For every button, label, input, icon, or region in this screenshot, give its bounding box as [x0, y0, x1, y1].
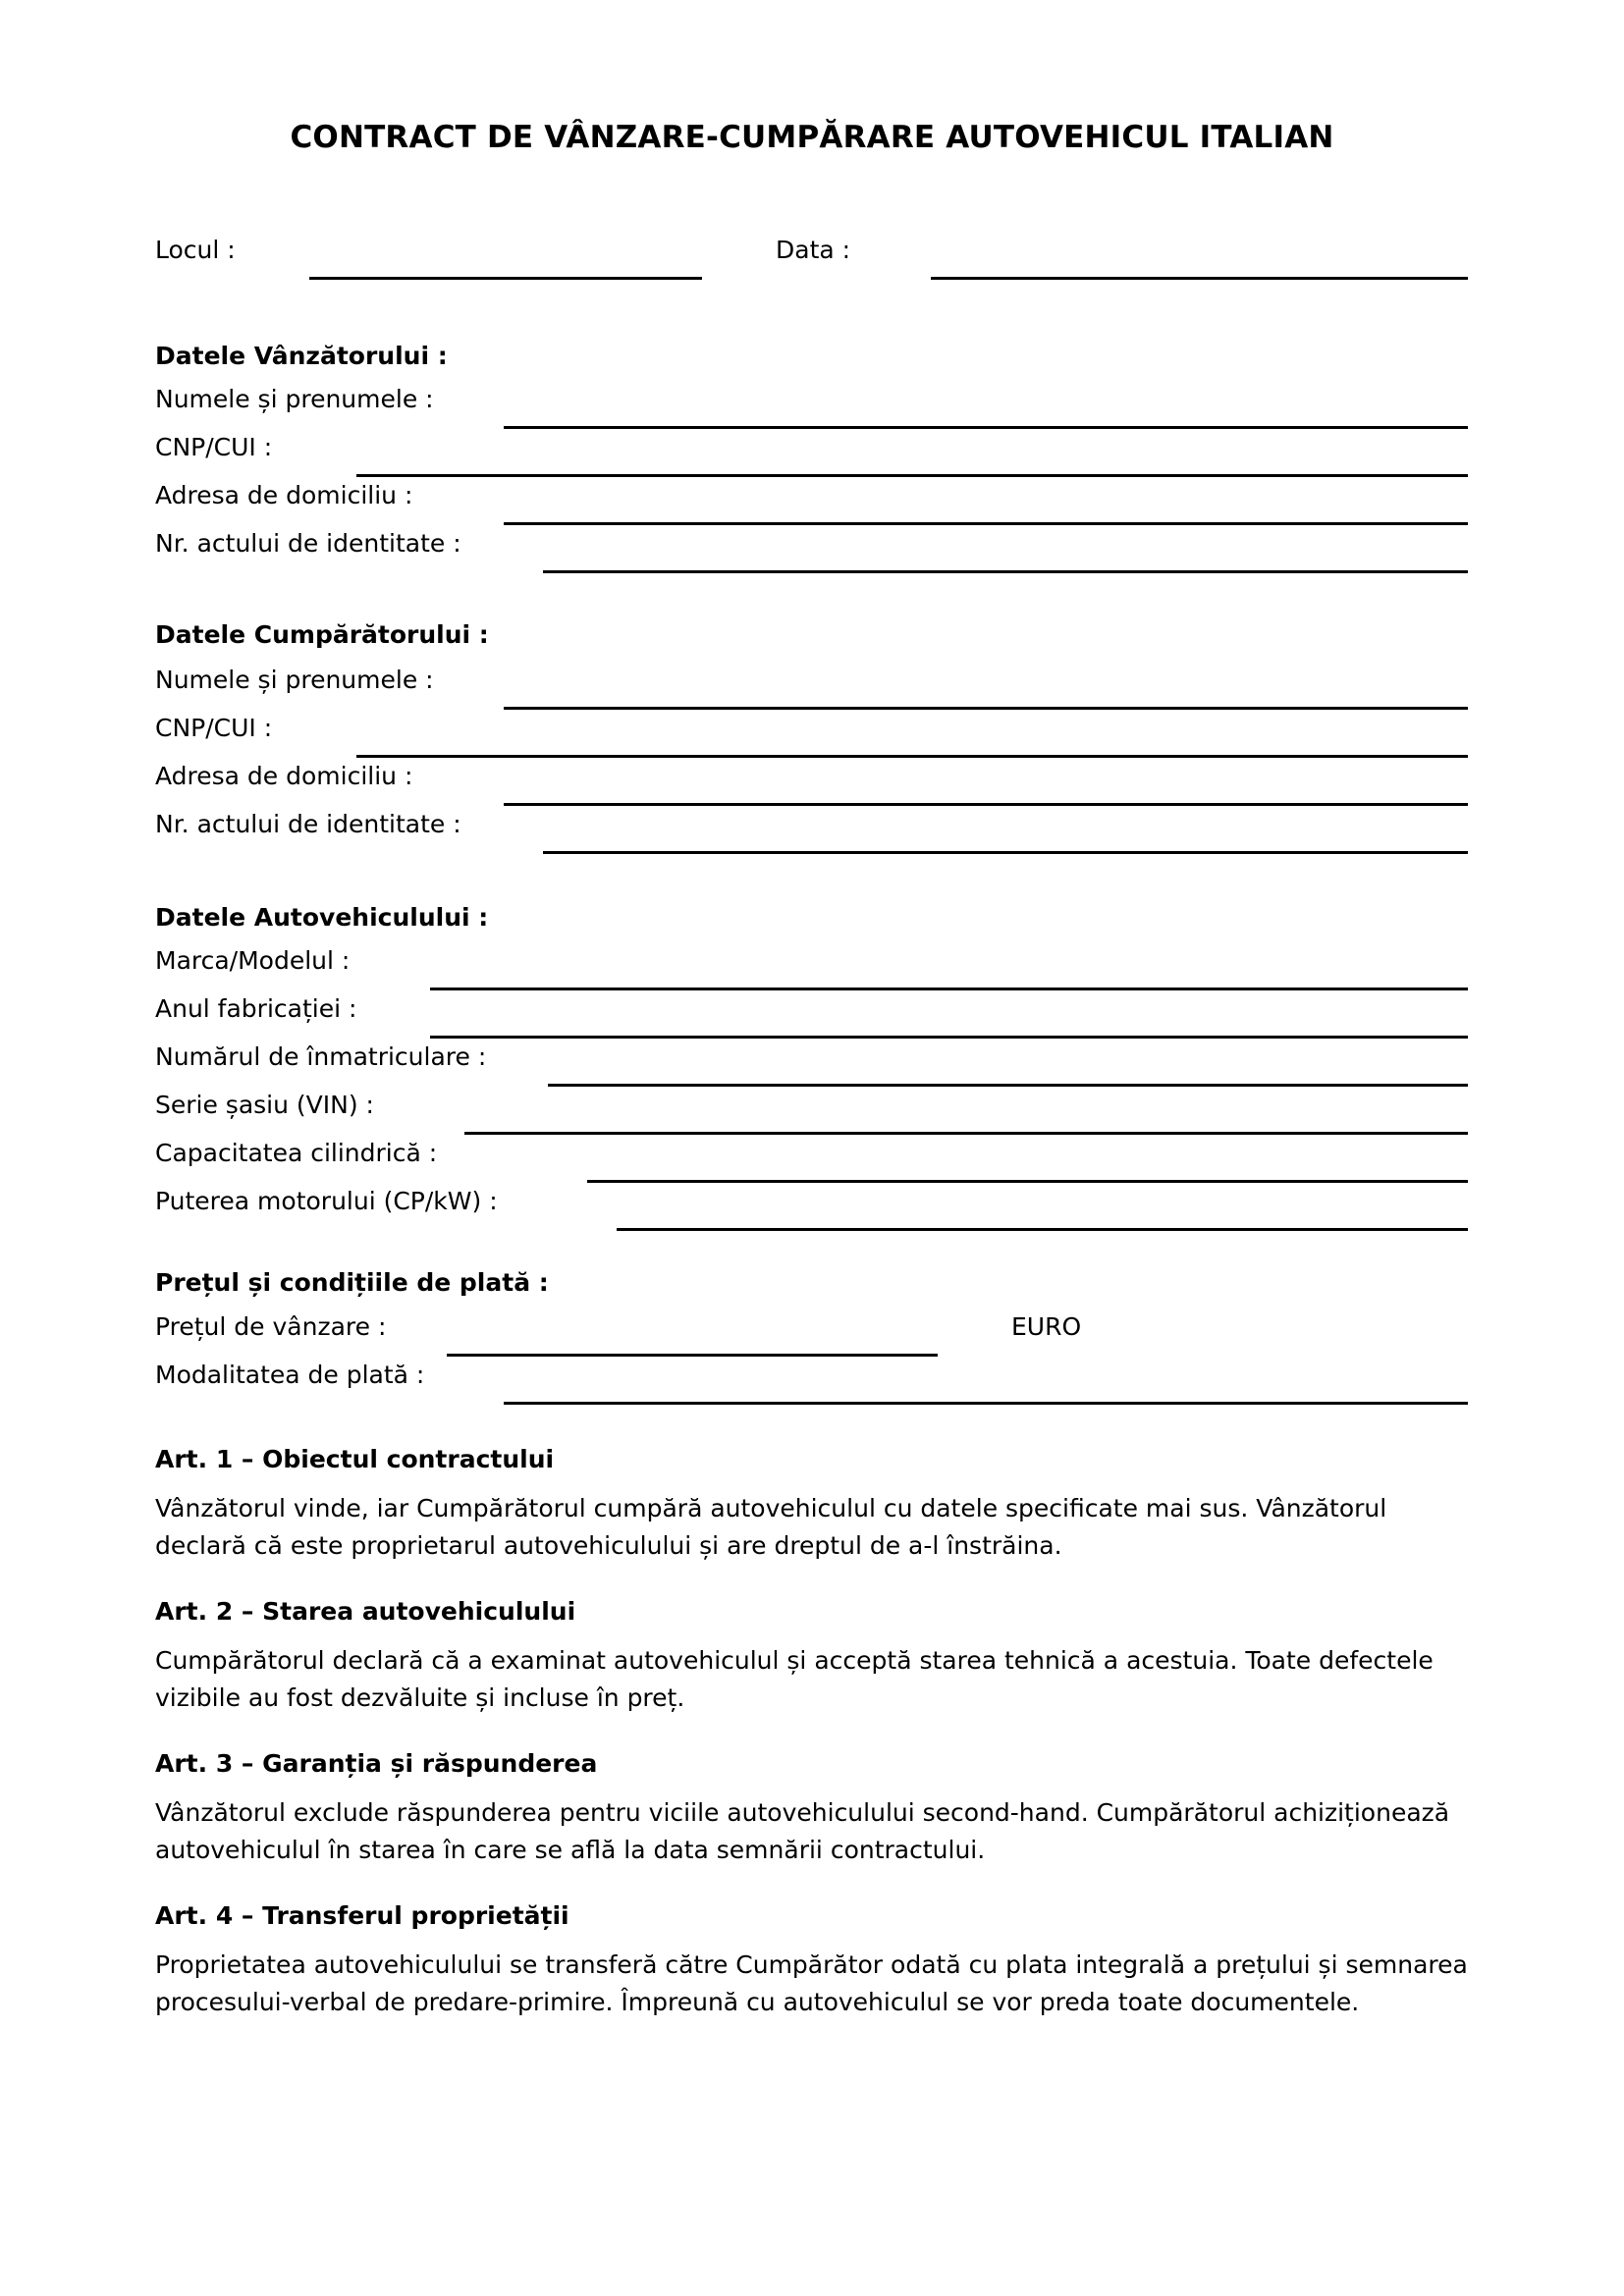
buyer-cnp-input-rule[interactable]	[356, 755, 1468, 758]
article-4-heading: Art. 4 – Transferul proprietății	[155, 1901, 569, 1930]
payment-method-label: Modalitatea de plată :	[155, 1361, 425, 1389]
vehicle-displacement-label: Capacitatea cilindrică :	[155, 1139, 438, 1167]
buyer-id-input-rule[interactable]	[543, 851, 1468, 854]
seller-name-label: Numele și prenumele :	[155, 385, 434, 413]
currency-label: EURO	[1011, 1312, 1082, 1341]
article-3-body: Vânzătorul exclude răspunderea pentru viciile autovehiculului second-hand. Cumpărătorul achiziționează autovehiculul în starea în care se află la data semnării contractului.	[155, 1798, 1450, 1864]
payment-method-input-rule[interactable]	[504, 1402, 1468, 1405]
seller-id-input-rule[interactable]	[543, 570, 1468, 573]
sale-price-label: Prețul de vânzare :	[155, 1312, 387, 1341]
vehicle-vin-label: Serie șasiu (VIN) :	[155, 1091, 374, 1119]
seller-address-input-rule[interactable]	[504, 522, 1468, 525]
vehicle-year-label: Anul fabricației :	[155, 994, 357, 1023]
buyer-address-input-rule[interactable]	[504, 803, 1468, 806]
place-input-rule[interactable]	[309, 277, 702, 280]
vehicle-vin-input-rule[interactable]	[464, 1132, 1468, 1135]
buyer-id-label: Nr. actului de identitate :	[155, 810, 461, 838]
sale-price-input-rule[interactable]	[447, 1354, 938, 1357]
date-input-rule[interactable]	[931, 277, 1468, 280]
article-4-body: Proprietatea autovehiculului se transferă către Cumpărător odată cu plata integrală a prețului și semnarea procesului-verbal de predare-primire. Împreună cu autovehiculul se vor preda toate documentele.	[155, 1950, 1468, 2016]
article-2-heading: Art. 2 – Starea autovehiculului	[155, 1597, 576, 1626]
buyer-name-input-rule[interactable]	[504, 707, 1468, 710]
seller-id-label: Nr. actului de identitate :	[155, 529, 461, 558]
buyer-name-label: Numele și prenumele :	[155, 666, 434, 694]
buyer-address-label: Adresa de domiciliu :	[155, 762, 413, 790]
price-section-heading: Prețul și condițiile de plată :	[155, 1268, 549, 1297]
seller-section-heading: Datele Vânzătorului :	[155, 342, 448, 370]
article-3-heading: Art. 3 – Garanția și răspunderea	[155, 1749, 598, 1778]
seller-address-label: Adresa de domiciliu :	[155, 481, 413, 509]
buyer-section-heading: Datele Cumpărătorului :	[155, 620, 489, 649]
vehicle-power-input-rule[interactable]	[617, 1228, 1468, 1231]
vehicle-section-heading: Datele Autovehiculului :	[155, 903, 489, 932]
page-title: CONTRACT DE VÂNZARE-CUMPĂRARE AUTOVEHICUL ITALIAN	[290, 120, 1334, 155]
buyer-cnp-label: CNP/CUI :	[155, 714, 273, 742]
vehicle-make-model-label: Marca/Modelul :	[155, 946, 351, 975]
vehicle-displacement-input-rule[interactable]	[587, 1180, 1468, 1183]
vehicle-plate-label: Numărul de înmatriculare :	[155, 1042, 487, 1071]
vehicle-power-label: Puterea motorului (CP/kW) :	[155, 1187, 498, 1215]
seller-cnp-input-rule[interactable]	[356, 474, 1468, 477]
vehicle-make-model-input-rule[interactable]	[430, 988, 1468, 990]
seller-name-input-rule[interactable]	[504, 426, 1468, 429]
article-1-body: Vânzătorul vinde, iar Cumpărătorul cumpără autovehiculul cu datele specificate mai sus. Vânzătorul declară că este proprietarul autovehiculului și are dreptul de a-l înstrăina.	[155, 1494, 1387, 1560]
vehicle-year-input-rule[interactable]	[430, 1036, 1468, 1039]
article-1-heading: Art. 1 – Obiectul contractului	[155, 1445, 555, 1473]
place-label: Locul :	[155, 236, 236, 264]
date-label: Data :	[776, 236, 851, 264]
vehicle-plate-input-rule[interactable]	[548, 1084, 1468, 1087]
seller-cnp-label: CNP/CUI :	[155, 433, 273, 461]
article-2-body: Cumpărătorul declară că a examinat autovehiculul și acceptă starea tehnică a acestuia. Toate defectele vizibile au fost dezvăluite și incluse în preț.	[155, 1646, 1434, 1712]
